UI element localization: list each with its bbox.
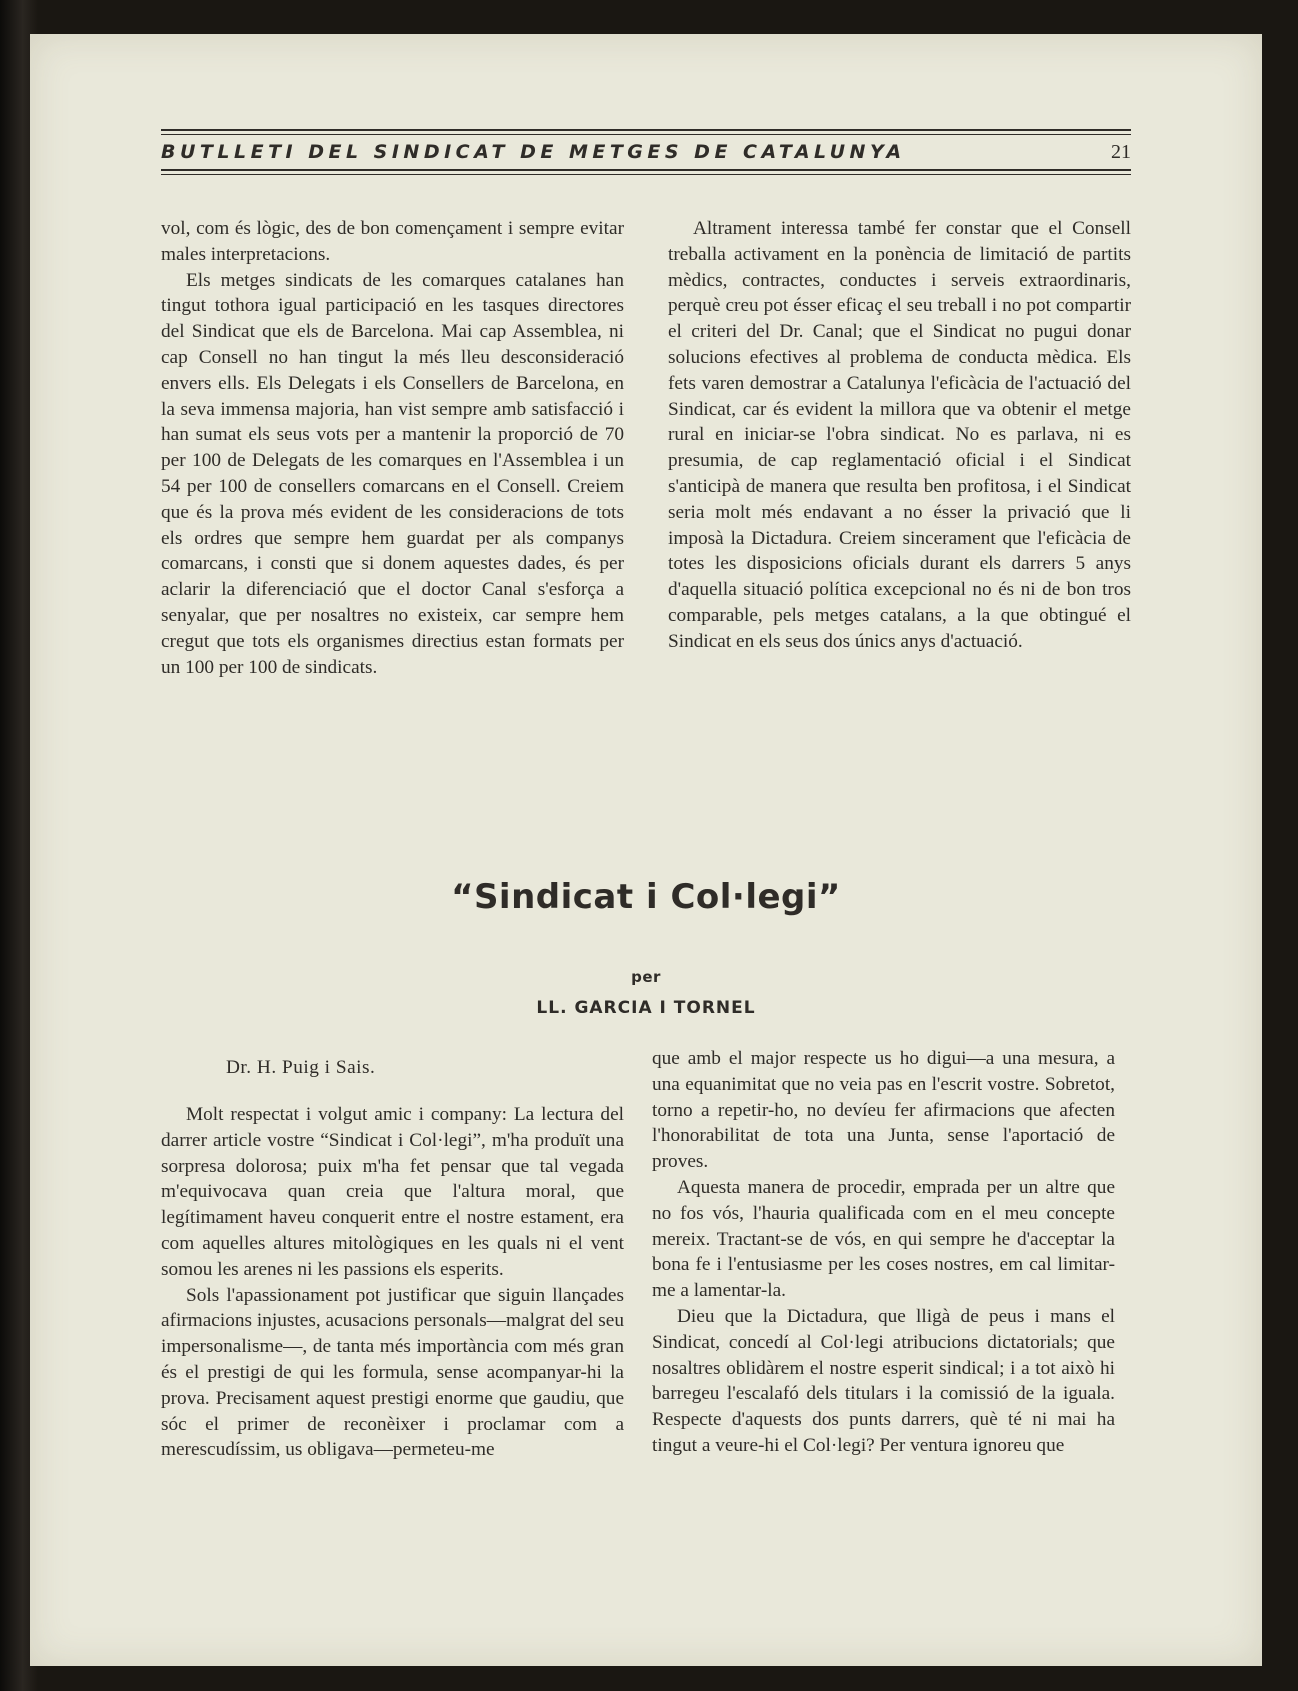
paragraph: vol, com és lògic, des de bon començament i sempre evitar males interpretacions.: [161, 218, 624, 265]
document-page: [30, 34, 1262, 1666]
paragraph: Altrament interessa també fer constar que el Consell treballa activament en la ponència de limitació de partits mèdics, contractes, conductes i serveis extraordinaris, perquè creu pot ésser eficaç el seu treball i no pot compartir el criteri del Dr. Canal; que el Sindicat no pugui donar solucions efectives al problema de conducta mèdica. Els fets varen demostrar a Catalunya l'eficàcia de l'actuació del Sindicat, car és evident la millora que va obtenir el metge rural en iniciar-se l'obra sindicat. No es parlava, ni es presumia, de cap reglamentació oficial i el Sindicat s'anticipà de manera que resulta ben profitosa, i el Sindicat seria molt més endavant a no ésser la privació que li imposà la Dictadura. Creiem sincerament que l'eficàcia de totes les disposicions oficials durant els darrers 5 anys d'aquella situació política excepcional no és ni de bon tros comparable, pels metges catalans, a la que obtingué el Sindicat en els seus dos únics anys d'actuació.: [668, 218, 1131, 652]
article-title: “Sindicat i Col·legi”: [451, 877, 841, 917]
journal-title: BUTLLETI DEL SINDICAT DE METGES DE CATALUNYA: [161, 141, 906, 163]
column-top-left: [161, 216, 624, 680]
header-rule-bottom-thin: [161, 174, 1131, 175]
paragraph: Molt respectat i volgut amic i company: La lectura del darrer article vostre “Sindicat i Col·legi”, m'ha produït una sorpresa dolorosa; puix m'ha fet pensar que tal vegada m'equivocava quan creia que l'altura moral, que legítimament haveu conquerit entre el nostre estament, era com aquelles altures mitològiques en les quals ni el vent somou les arenes ni les passions els esperits.: [161, 1104, 624, 1280]
paragraph: Sols l'apassionament pot justificar que siguin llançades afirmacions injustes, acusacions personals—malgrat del seu impersonalisme—, de tanta més importància com més gran és el prestigi de qui les formula, sense acompanyar-hi la prova. Precisament aquest prestigi enorme que gaudiu, que sóc el primer de reconèixer i proclamar com a merescudíssim, us obligava—permeteu-me: [161, 1284, 624, 1461]
article-byline: per: [631, 968, 661, 986]
paragraph: Dieu que la Dictadura, que lligà de peus i mans el Sindicat, concedí al Col·legi atribucions dictatorials; que nosaltres oblidàrem el nostre esperit sindical; i a tot això hi barregeu l'escalafó dels titulars i la comissió de la iguala. Respecte d'aquests dos punts darrers, què té ni mai ha tingut a veure-hi el Col·legi? Per ventura ignoreu que: [652, 1305, 1115, 1456]
article-author: LL. GARCIA I TORNEL: [536, 998, 756, 1018]
paragraph: que amb el major respecte us ho digui—a una mesura, a una equanimitat que no veia pas en l'escrit vostre. Sobretot, torno a repetir-ho, no devíeu fer afirmacions que afecten l'honorabilitat de tota una Junta, sense l'aportació de proves.: [652, 1048, 1115, 1173]
paragraph: Els metges sindicats de les comarques catalanes han tingut tothora igual participació en les tasques directores del Sindicat que els de Barcelona. Mai cap Assemblea, ni cap Consell no han tingut la més lleu desconsideració envers ells. Els Delegats i els Consellers de Barcelona, en la seva immensa majoria, han vist sempre amb satisfacció i han sumat els seus vots per a mantenir la proporció de 70 per 100 de Delegats de les comarques en l'Assemblea i un 54 per 100 de consellers comarcans en el Consell. Creiem que és la prova més evident de les consideracions de tots els ordres que sempre hem guardat per als companys comarcans, i consti que si donem aquestes dades, és per aclarir la diferenciació que el doctor Canal s'esforça a senyalar, que per nosaltres no existeix, car sempre hem cregut que tots els organismes directius estan formats per un 100 per 100 de sindicats.: [161, 269, 624, 678]
paragraph: Aquesta manera de procedir, emprada per un altre que no fos vós, l'hauria qualificada com en el meu concepte mereix. Tractant-se de vós, en qui sempre he d'acceptar la bona fe i l'entusiasme per les coses nostres, em cal limitar-me a lamentar-la.: [652, 1176, 1115, 1302]
header-line: [161, 135, 1131, 169]
page-number: 21: [1111, 141, 1131, 163]
header-rule-top: [161, 129, 1131, 131]
salutation: Dr. H. Puig i Sais.: [226, 1057, 376, 1078]
column-bottom-right: [652, 1046, 1115, 1459]
header-rule-bottom: [161, 169, 1131, 171]
running-header: [161, 129, 1131, 175]
column-bottom-left: [161, 1102, 624, 1463]
column-top-right: [668, 216, 1131, 655]
